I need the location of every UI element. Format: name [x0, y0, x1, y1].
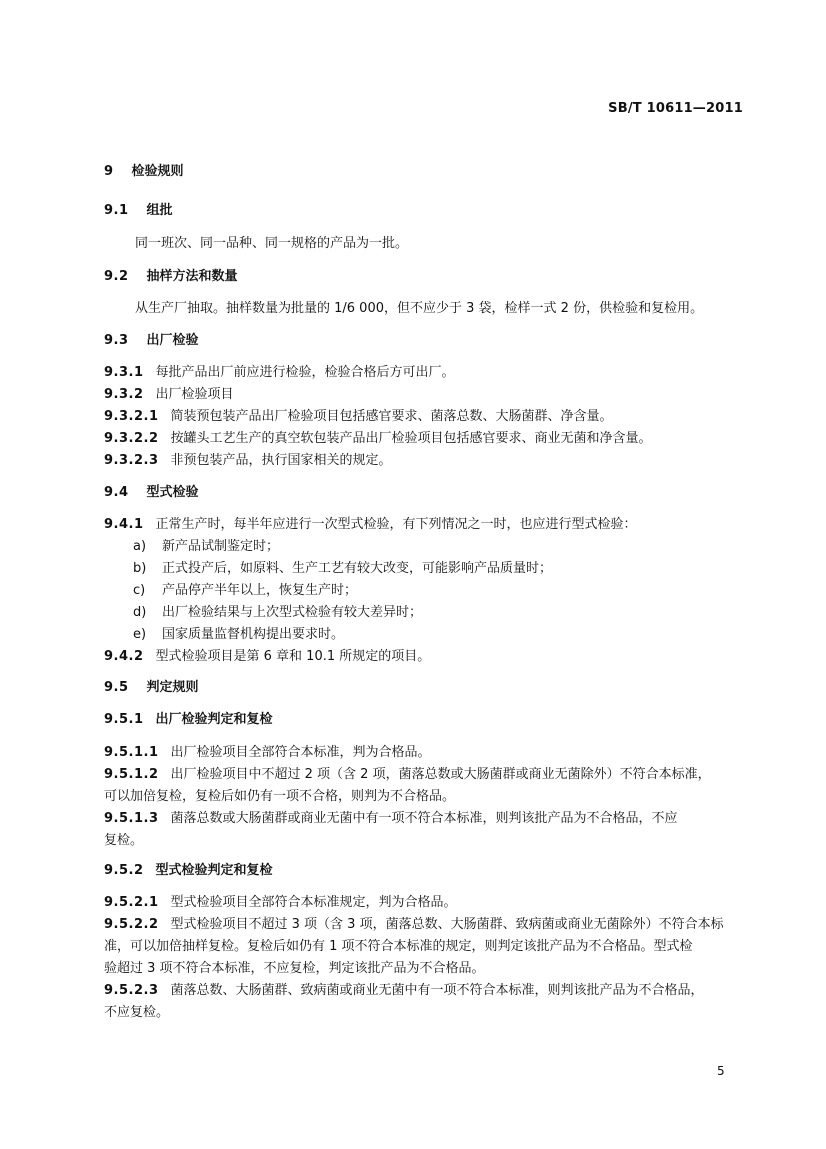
section-heading-9-5-1: 9.5.1 出厂检验判定和复检 — [104, 712, 273, 727]
section-heading-9-5: 9.5 判定规则 — [104, 680, 199, 695]
clause-9-3-2: 9.3.2 出厂检验项目 — [104, 387, 234, 402]
paragraph: 同一班次、同一品种、同一规格的产品为一批。 — [135, 236, 409, 251]
document-code: SB/T 10611—2011 — [608, 101, 743, 116]
clause-9-3-2-3: 9.3.2.3 非预包装产品，执行国家相关的规定。 — [104, 453, 392, 468]
list-item: a) 新产品试制鉴定时； — [133, 539, 280, 554]
clause-9-3-1: 9.3.1 每批产品出厂前应进行检验，检验合格后方可出厂。 — [104, 365, 455, 380]
section-title: 出厂检验 — [146, 333, 199, 348]
section-title: 判定规则 — [146, 680, 199, 695]
list-item: d) 出厂检验结果与上次型式检验有较大差异时； — [133, 605, 423, 620]
clause-9-3-2-2: 9.3.2.2 按罐头工艺生产的真空软包装产品出厂检验项目包括感官要求、商业无菌和净含量。 — [104, 431, 652, 446]
clause-9-4-1: 9.4.1 正常生产时，每半年应进行一次型式检验，有下列情况之一时，也应进行型式检验： — [104, 517, 637, 532]
section-title: 型式检验 — [146, 485, 199, 500]
list-item: c) 产品停产半年以上，恢复生产时； — [133, 583, 358, 598]
clause-9-4-2: 9.4.2 型式检验项目是第 6 章和 10.1 所规定的项目。 — [104, 649, 431, 664]
clause-9-5-1-1: 9.5.1.1 出厂检验项目全部符合本标准，判为合格品。 — [104, 745, 431, 760]
clause-continuation: 验超过 3 项不符合本标准，不应复检，判定该批产品为不合格品。 — [104, 961, 485, 976]
page-number: 5 — [717, 1064, 725, 1078]
section-title: 组批 — [146, 203, 173, 218]
section-heading-9-3: 9.3 出厂检验 — [104, 333, 199, 348]
paragraph: 从生产厂抽取。抽样数量为批量的 1/6 000，但不应少于 3 袋，检样一式 2 份，供检验和复检用。 — [135, 301, 704, 316]
section-title: 出厂检验判定和复检 — [155, 712, 273, 727]
clause-continuation: 可以加倍复检，复检后如仍有一项不合格，则判为不合格品。 — [104, 789, 456, 804]
clause-9-5-1-3: 9.5.1.3 菌落总数或大肠菌群或商业无菌中有一项不符合本标准，则判该批产品为不合格品，不应 — [104, 811, 678, 826]
section-heading-9: 9 检验规则 — [104, 164, 184, 179]
section-heading-9-2: 9.2 抽样方法和数量 — [104, 269, 238, 284]
clause-continuation: 不应复检。 — [104, 1005, 170, 1020]
section-title: 检验规则 — [131, 164, 184, 179]
clause-9-3-2-1: 9.3.2.1 简装预包装产品出厂检验项目包括感官要求、菌落总数、大肠菌群、净含量。 — [104, 409, 613, 424]
clause-continuation: 复检。 — [104, 833, 144, 848]
section-heading-9-4: 9.4 型式检验 — [104, 485, 199, 500]
clause-9-5-2-1: 9.5.2.1 型式检验项目全部符合本标准规定，判为合格品。 — [104, 895, 457, 910]
section-title: 抽样方法和数量 — [146, 269, 238, 284]
clause-9-5-1-2: 9.5.1.2 出厂检验项目中不超过 2 项（含 2 项，菌落总数或大肠菌群或商业无菌除外）不符合本标准， — [104, 767, 711, 782]
list-item: b) 正式投产后，如原料、生产工艺有较大改变，可能影响产品质量时； — [133, 561, 553, 576]
section-heading-9-5-2: 9.5.2 型式检验判定和复检 — [104, 863, 273, 878]
clause-9-5-2-3: 9.5.2.3 菌落总数、大肠菌群、致病菌或商业无菌中有一项不符合本标准，则判该批产品为不合格品， — [104, 983, 704, 998]
clause-continuation: 准，可以加倍抽样复检。复检后如仍有 1 项不符合本标准的规定，则判定该批产品为不合格品。型式检 — [104, 939, 693, 954]
clause-9-5-2-2: 9.5.2.2 型式检验项目不超过 3 项（含 3 项，菌落总数、大肠菌群、致病菌或商业无菌除外）不符合本标 — [104, 917, 724, 932]
section-title: 型式检验判定和复检 — [155, 863, 273, 878]
section-heading-9-1: 9.1 组批 — [104, 203, 173, 218]
list-item: e) 国家质量监督机构提出要求时。 — [133, 627, 345, 642]
